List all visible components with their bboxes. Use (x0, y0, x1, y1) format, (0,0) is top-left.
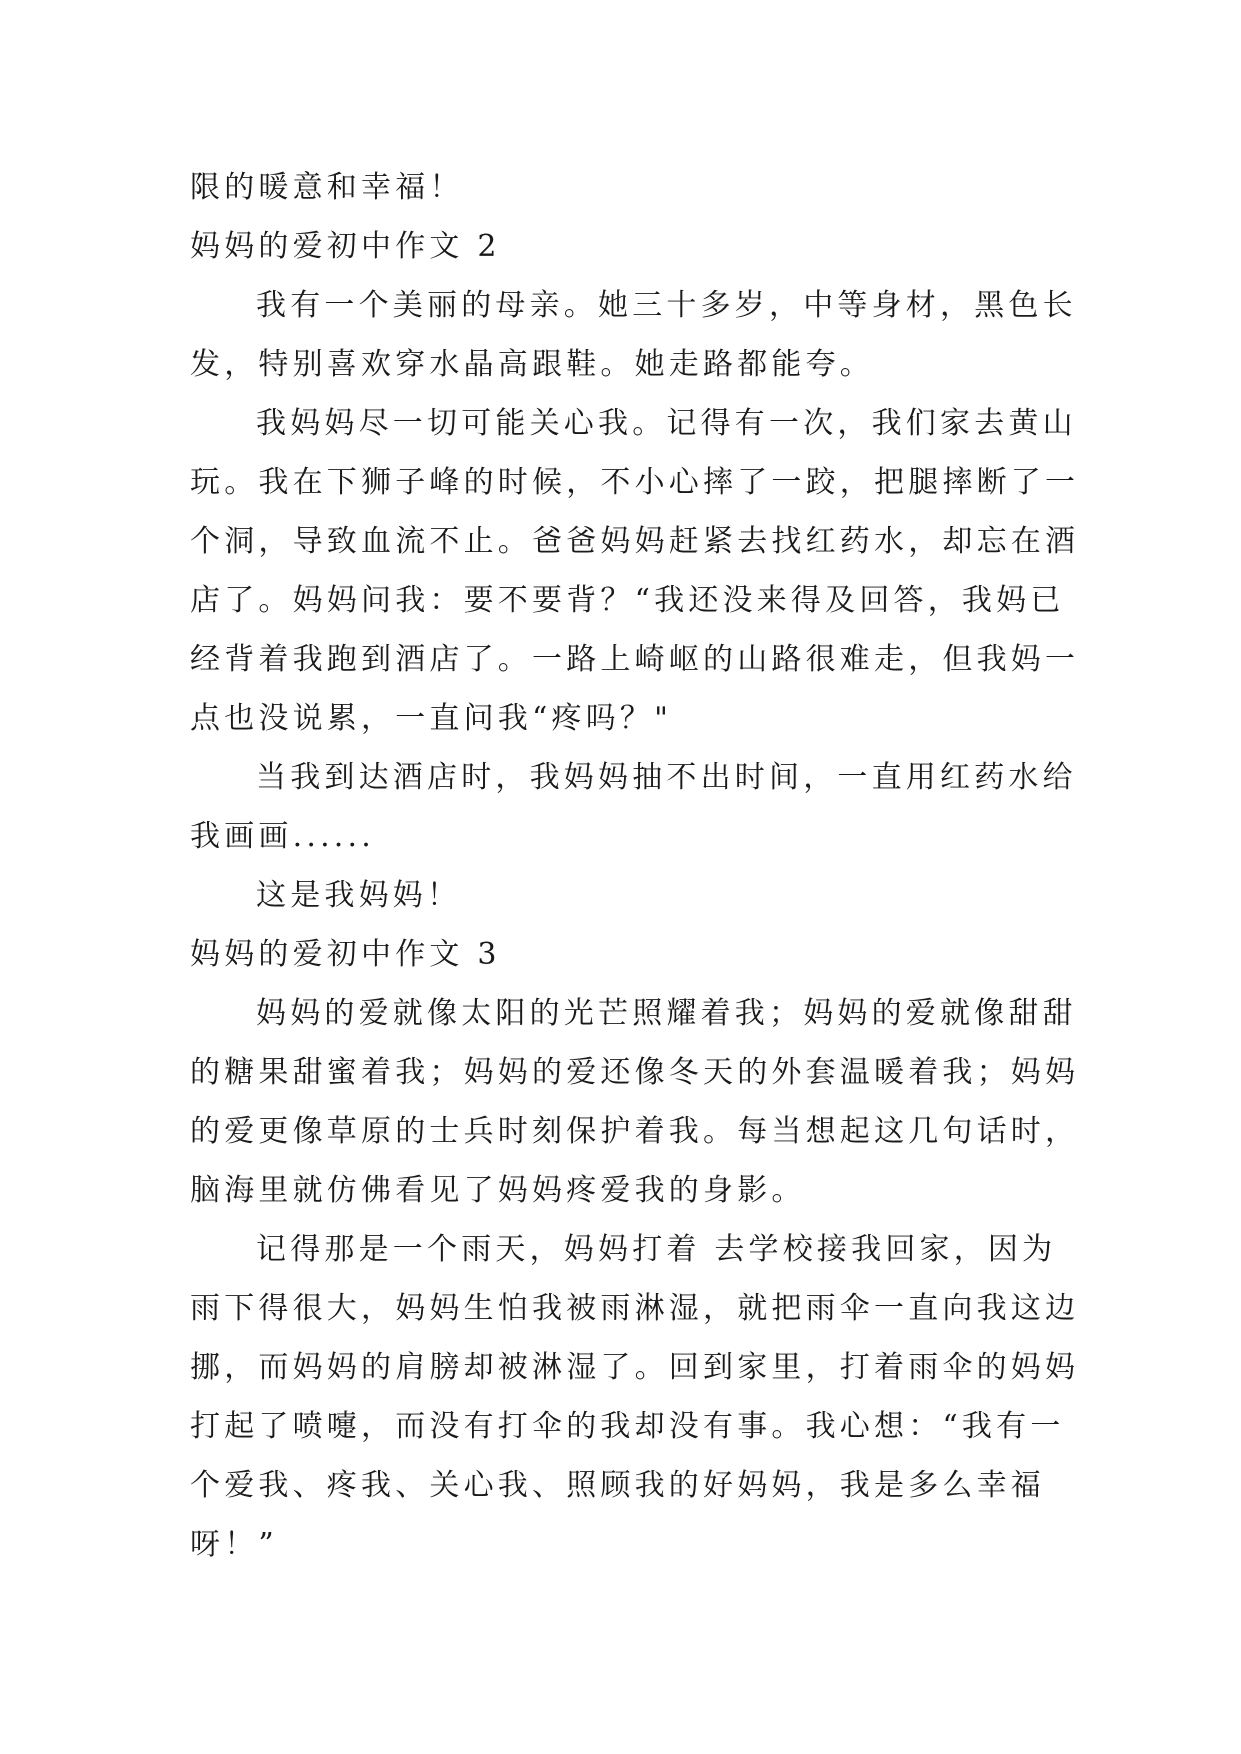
paragraph-line: 我妈妈尽一切可能关心我。记得有一次，我们家去黄山 (256, 406, 1077, 441)
paragraph-line: 这是我妈妈！ (256, 878, 462, 913)
paragraph-line: 发，特别喜欢穿水晶高跟鞋。她走路都能夸。 (190, 347, 874, 382)
paragraph-line: 打起了喷嚏，而没有打伞的我却没有事。我心想：“我有一 (190, 1409, 1065, 1444)
section-heading: 妈妈的爱初中作文 2 (190, 229, 501, 264)
paragraph-line: 店了。妈妈问我：要不要背？“我还没来得及回答，我妈已 (190, 583, 1065, 618)
paragraph-line: 记得那是一个雨天，妈妈打着 去学校接我回家，因为 (256, 1232, 1057, 1267)
document-page (190, 158, 1080, 1574)
paragraph-line: 的糖果甜蜜着我；妈妈的爱还像冬天的外套温暖着我；妈妈 (190, 1055, 1080, 1090)
paragraph-line: 玩。我在下狮子峰的时候，不小心摔了一跤，把腿摔断了一 (190, 465, 1080, 500)
continuation-line: 限的暖意和幸福！ (190, 170, 464, 205)
paragraph-line: 呀！” (190, 1527, 278, 1562)
paragraph-line: 我画画...... (190, 819, 376, 854)
paragraph-line: 挪，而妈妈的肩膀却被淋湿了。回到家里，打着雨伞的妈妈 (190, 1350, 1080, 1385)
paragraph-line: 个洞，导致血流不止。爸爸妈妈赶紧去找红药水，却忘在酒 (190, 524, 1080, 559)
paragraph-line: 的爱更像草原的士兵时刻保护着我。每当想起这几句话时， (190, 1114, 1080, 1149)
paragraph-line: 个爱我、疼我、关心我、照顾我的好妈妈，我是多么幸福 (190, 1468, 1045, 1503)
section-heading: 妈妈的爱初中作文 3 (190, 937, 501, 972)
paragraph-line: 妈妈的爱就像太阳的光芒照耀着我；妈妈的爱就像甜甜 (256, 996, 1077, 1031)
paragraph-line: 当我到达酒店时，我妈妈抽不出时间，一直用红药水给 (256, 760, 1077, 795)
paragraph-line: 我有一个美丽的母亲。她三十多岁，中等身材，黑色长 (256, 288, 1077, 323)
paragraph-line: 经背着我跑到酒店了。一路上崎岖的山路很难走，但我妈一 (190, 642, 1080, 677)
paragraph-line: 点也没说累，一直问我“疼吗？" (190, 701, 673, 736)
paragraph-line: 脑海里就仿佛看见了妈妈疼爱我的身影。 (190, 1173, 806, 1208)
paragraph-line: 雨下得很大，妈妈生怕我被雨淋湿，就把雨伞一直向我这边 (190, 1291, 1080, 1326)
